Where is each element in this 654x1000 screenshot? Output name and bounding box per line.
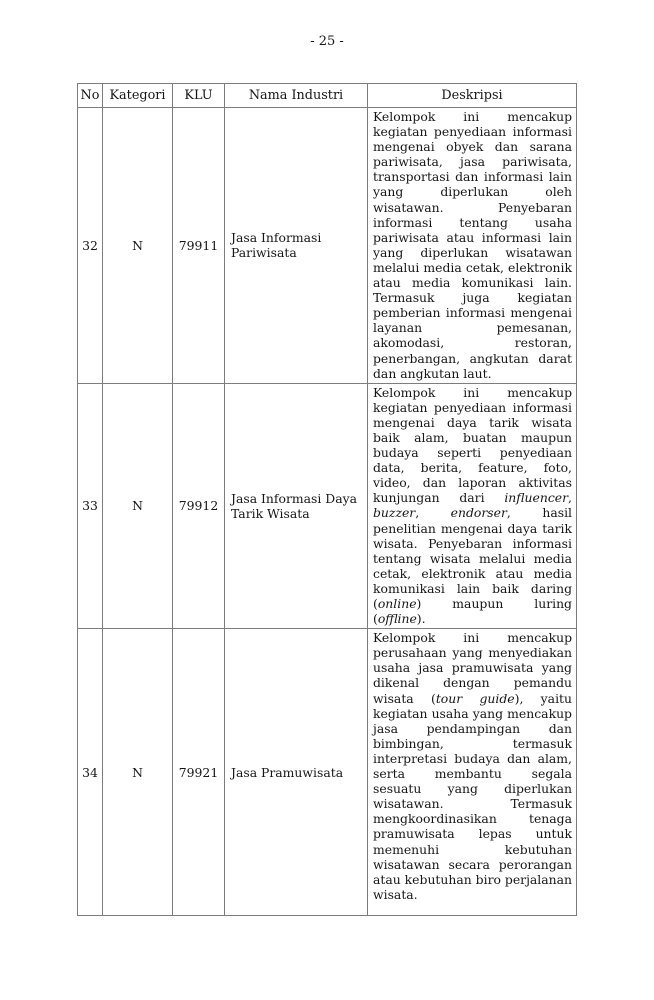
header-no: No: [78, 84, 103, 108]
cell-no: 32: [78, 108, 103, 384]
cell-no: 33: [78, 383, 103, 629]
cell-no: 34: [78, 629, 103, 916]
cell-klu: 79911: [173, 108, 225, 384]
table-header-row: [78, 84, 577, 108]
cell-klu: 79912: [173, 383, 225, 629]
cell-kategori: N: [103, 629, 173, 916]
cell-deskripsi: Kelompok ini mencakup kegiatan penyediaan informasi mengenai obyek dan sarana pariwisata, jasa pariwisata, transportasi dan informasi lain yang diperlukan oleh wisatawan. Penyebaran informasi tentang usaha pariwisata atau informasi lain yang diperlukan wisatawan melalui media cetak, elektronik atau media komunikasi lain. Termasuk juga kegiatan pemberian informasi mengenai layanan pemesanan, akomodasi, restoran, penerbangan, angkutan darat dan angkutan laut.: [368, 108, 577, 384]
table-row: [78, 383, 577, 629]
header-kategori: Kategori: [103, 84, 173, 108]
cell-deskripsi: Kelompok ini mencakup kegiatan penyediaan informasi mengenai daya tarik wisata baik alam, buatan maupun budaya seperti penyediaan data, berita, feature, foto, video, dan laporan aktivitas kunjungan dari influencer, buzzer, endorser, hasil penelitian mengenai daya tarik wisata. Penyebaran informasi tentang wisata melalui media cetak, elektronik atau media komunikasi lain baik daring (online) maupun luring (offline).: [368, 383, 577, 629]
header-nama-industri: Nama Industri: [225, 84, 368, 108]
klu-table: [77, 83, 577, 916]
table-row: [78, 629, 577, 916]
cell-deskripsi: Kelompok ini mencakup perusahaan yang menyediakan usaha jasa pramuwisata yang dikenal dengan pemandu wisata (tour guide), yaitu kegiatan usaha yang mencakup jasa pendampingan dan bimbingan, termasuk interpretasi budaya dan alam, serta membantu segala sesuatu yang diperlukan wisatawan. Termasuk mengkoordinasikan tenaga pramuwisata lepas untuk memenuhi kebutuhan wisatawan secara perorangan atau kebutuhan biro perjalanan wisata.: [368, 629, 577, 916]
cell-klu: 79921: [173, 629, 225, 916]
cell-kategori: N: [103, 108, 173, 384]
cell-nama-industri: Jasa Informasi Daya Tarik Wisata: [225, 383, 368, 629]
page-number: - 25 -: [310, 34, 344, 49]
header-klu: KLU: [173, 84, 225, 108]
header-deskripsi: Deskripsi: [368, 84, 577, 108]
cell-nama-industri: Jasa Informasi Pariwisata: [225, 108, 368, 384]
table-row: [78, 108, 577, 384]
cell-kategori: N: [103, 383, 173, 629]
cell-nama-industri: Jasa Pramuwisata: [225, 629, 368, 916]
